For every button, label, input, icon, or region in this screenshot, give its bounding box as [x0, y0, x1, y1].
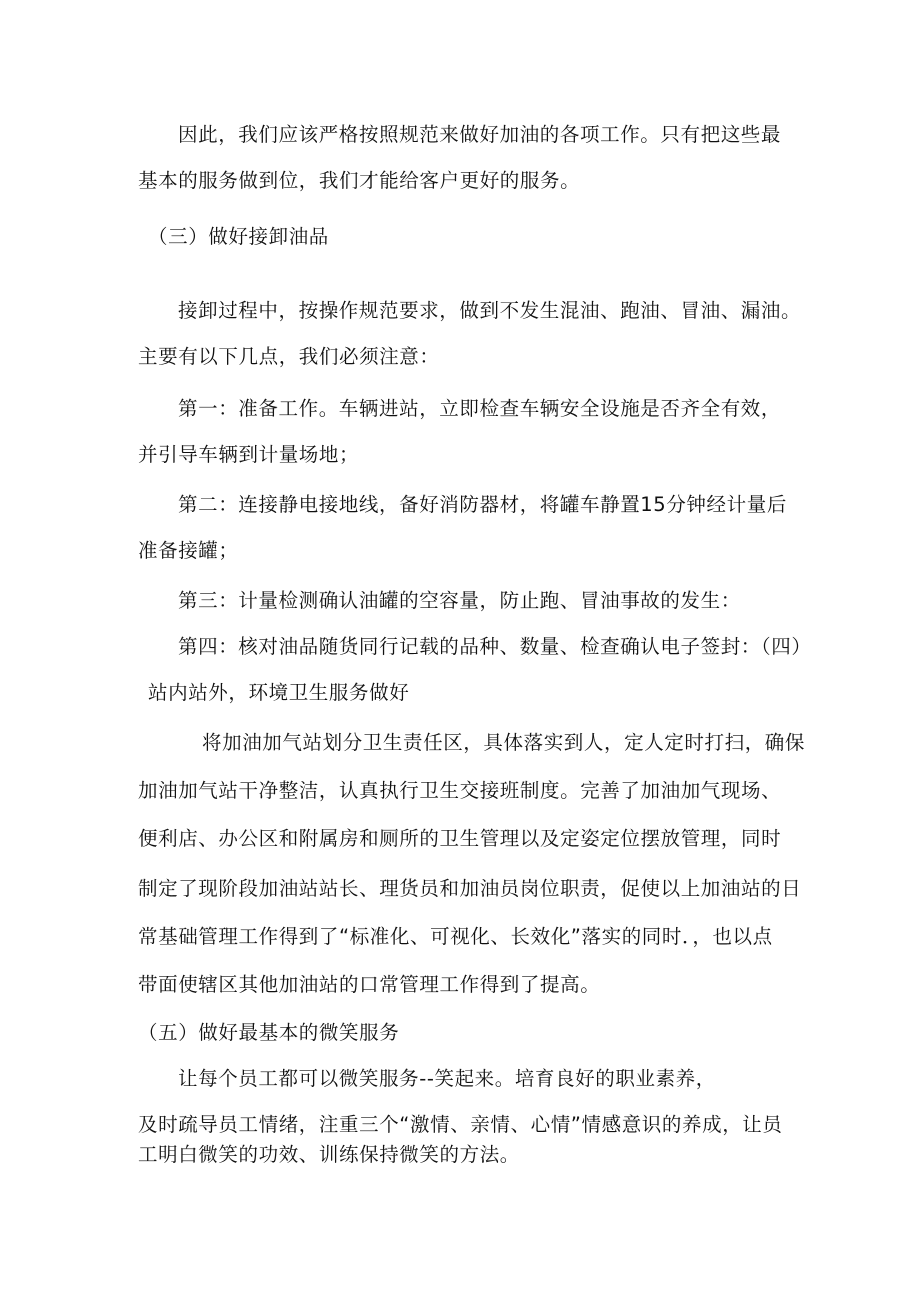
section-heading: 站内站外，环境卫生服务做好 — [148, 681, 410, 704]
paragraph-line: 及时疏导员工情绪，注重三个“激情、亲情、心情”情感意识的养成，让员 — [138, 1113, 783, 1136]
section-heading: （五）做好最基本的微笑服务 — [138, 1021, 400, 1044]
paragraph-line: 带面使辖区其他加油站的口常管理工作得到了提高。 — [138, 973, 601, 996]
paragraph-line: 接卸过程中，按操作规范要求，做到不发生混油、跑油、冒油、漏油。 — [178, 299, 802, 322]
paragraph-line: 第四：核对油品随货同行记载的品种、数量、检查确认电子签封：（四） — [178, 635, 812, 658]
paragraph-line: 主要有以下几点，我们必须注意： — [138, 345, 440, 368]
paragraph-line: 准备接罐； — [138, 539, 239, 562]
paragraph-line: 加油加气站干净整洁，认真执行卫生交接班制度。完善了加油加气现场、 — [138, 779, 782, 802]
paragraph-line: 因此，我们应该严格按照规范来做好加油的各项工作。只有把这些最 — [178, 123, 782, 146]
paragraph-line: 第二：连接静电接地线，备好消防器材，将罐车静置15分钟经计量后 — [178, 493, 787, 516]
paragraph-line: 将加油加气站划分卫生责任区，具体落实到人，定人定时打扫，确保 — [202, 731, 806, 754]
paragraph-line: 制定了现阶段加油站站长、理货员和加油员岗位职责，促使以上加油站的日 — [138, 877, 802, 900]
paragraph-line: 并引导车辆到计量场地； — [138, 443, 360, 466]
paragraph-line: 便利店、办公区和附属房和厕所的卫生管理以及定姿定位摆放管理，同时 — [138, 827, 782, 850]
paragraph-line: 常基础管理工作得到了“标准化、可视化、长效化”落实的同时．，也以点 — [138, 925, 773, 948]
paragraph-line: 基本的服务做到位，我们才能给客户更好的服务。 — [138, 169, 581, 192]
paragraph-line: 工明白微笑的功效、训练保持微笑的方法。 — [138, 1143, 520, 1166]
paragraph-line: 第三：计量检测确认油罐的空容量，防止跑、冒油事故的发生： — [178, 589, 741, 612]
paragraph-line: 让每个员工都可以微笑服务--笑起来。培育良好的职业素养， — [178, 1067, 716, 1090]
paragraph-line: 第一：准备工作。车辆进站，立即检查车辆安全设施是否齐全有效， — [178, 397, 782, 420]
section-heading: （三）做好接卸油品 — [148, 225, 329, 248]
